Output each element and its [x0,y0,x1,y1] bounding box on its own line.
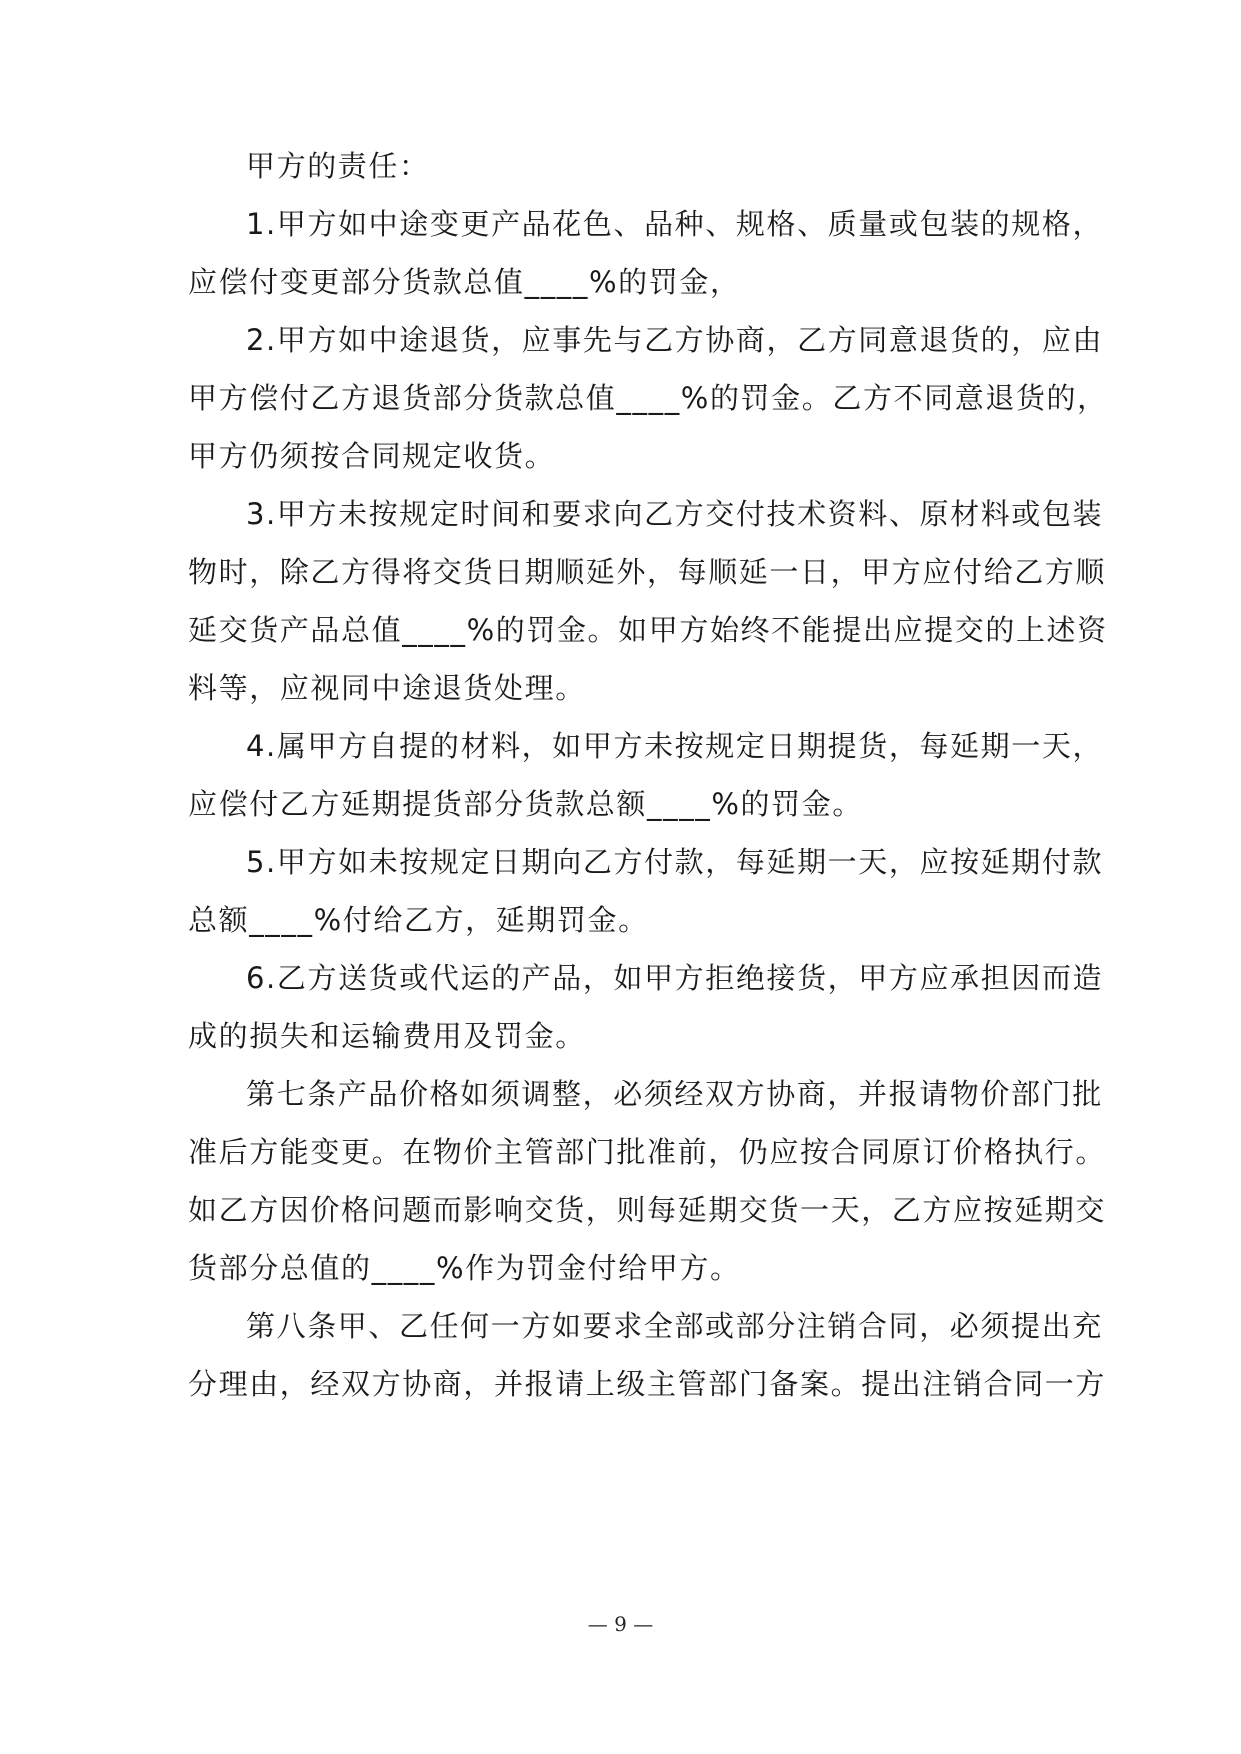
paragraph-line: 准后方能变更。在物价主管部门批准前，仍应按合同原订价格执行。 [188,1135,1107,1169]
paragraph-line: 货部分总值的____%作为罚金付给甲方。 [188,1251,741,1285]
paragraph-line: 第七条产品价格如须调整，必须经双方协商，并报请物价部门批 [246,1077,1103,1111]
paragraph-line: 6.乙方送货或代运的产品，如甲方拒绝接货，甲方应承担因而造 [246,961,1104,995]
paragraph-line: 3.甲方未按规定时间和要求向乙方交付技术资料、原材料或包装 [246,497,1104,531]
paragraph-line: 应偿付变更部分货款总值____%的罚金， [188,265,741,299]
paragraph-line: 应偿付乙方延期提货部分货款总额____%的罚金。 [188,787,863,821]
paragraph-line: 第八条甲、乙任何一方如要求全部或部分注销合同，必须提出充 [246,1309,1103,1343]
section-heading: 甲方的责任： [246,149,430,183]
paragraph-line: 如乙方因价格问题而影响交货，则每延期交货一天，乙方应按延期交 [188,1193,1107,1227]
paragraph-line: 料等，应视同中途退货处理。 [188,671,586,705]
paragraph-line: 延交货产品总值____%的罚金。如甲方始终不能提出应提交的上述资 [188,613,1108,647]
page-number: — 9 — [587,1612,654,1636]
paragraph-line: 4.属甲方自提的材料，如甲方未按规定日期提货，每延期一天， [246,729,1104,763]
paragraph-line: 成的损失和运输费用及罚金。 [188,1019,586,1053]
paragraph-line: 甲方偿付乙方退货部分货款总值____%的罚金。乙方不同意退货的， [188,381,1108,415]
paragraph-line: 总额____%付给乙方，延期罚金。 [188,903,649,937]
paragraph-line: 1.甲方如中途变更产品花色、品种、规格、质量或包装的规格， [246,207,1104,241]
paragraph-line: 甲方仍须按合同规定收货。 [188,439,556,473]
paragraph-line: 5.甲方如未按规定日期向乙方付款，每延期一天，应按延期付款 [246,845,1104,879]
paragraph-line: 2.甲方如中途退货，应事先与乙方协商，乙方同意退货的，应由 [246,323,1104,357]
paragraph-line: 物时，除乙方得将交货日期顺延外，每顺延一日，甲方应付给乙方顺 [188,555,1107,589]
paragraph-line: 分理由，经双方协商，并报请上级主管部门备案。提出注销合同一方 [188,1367,1107,1401]
